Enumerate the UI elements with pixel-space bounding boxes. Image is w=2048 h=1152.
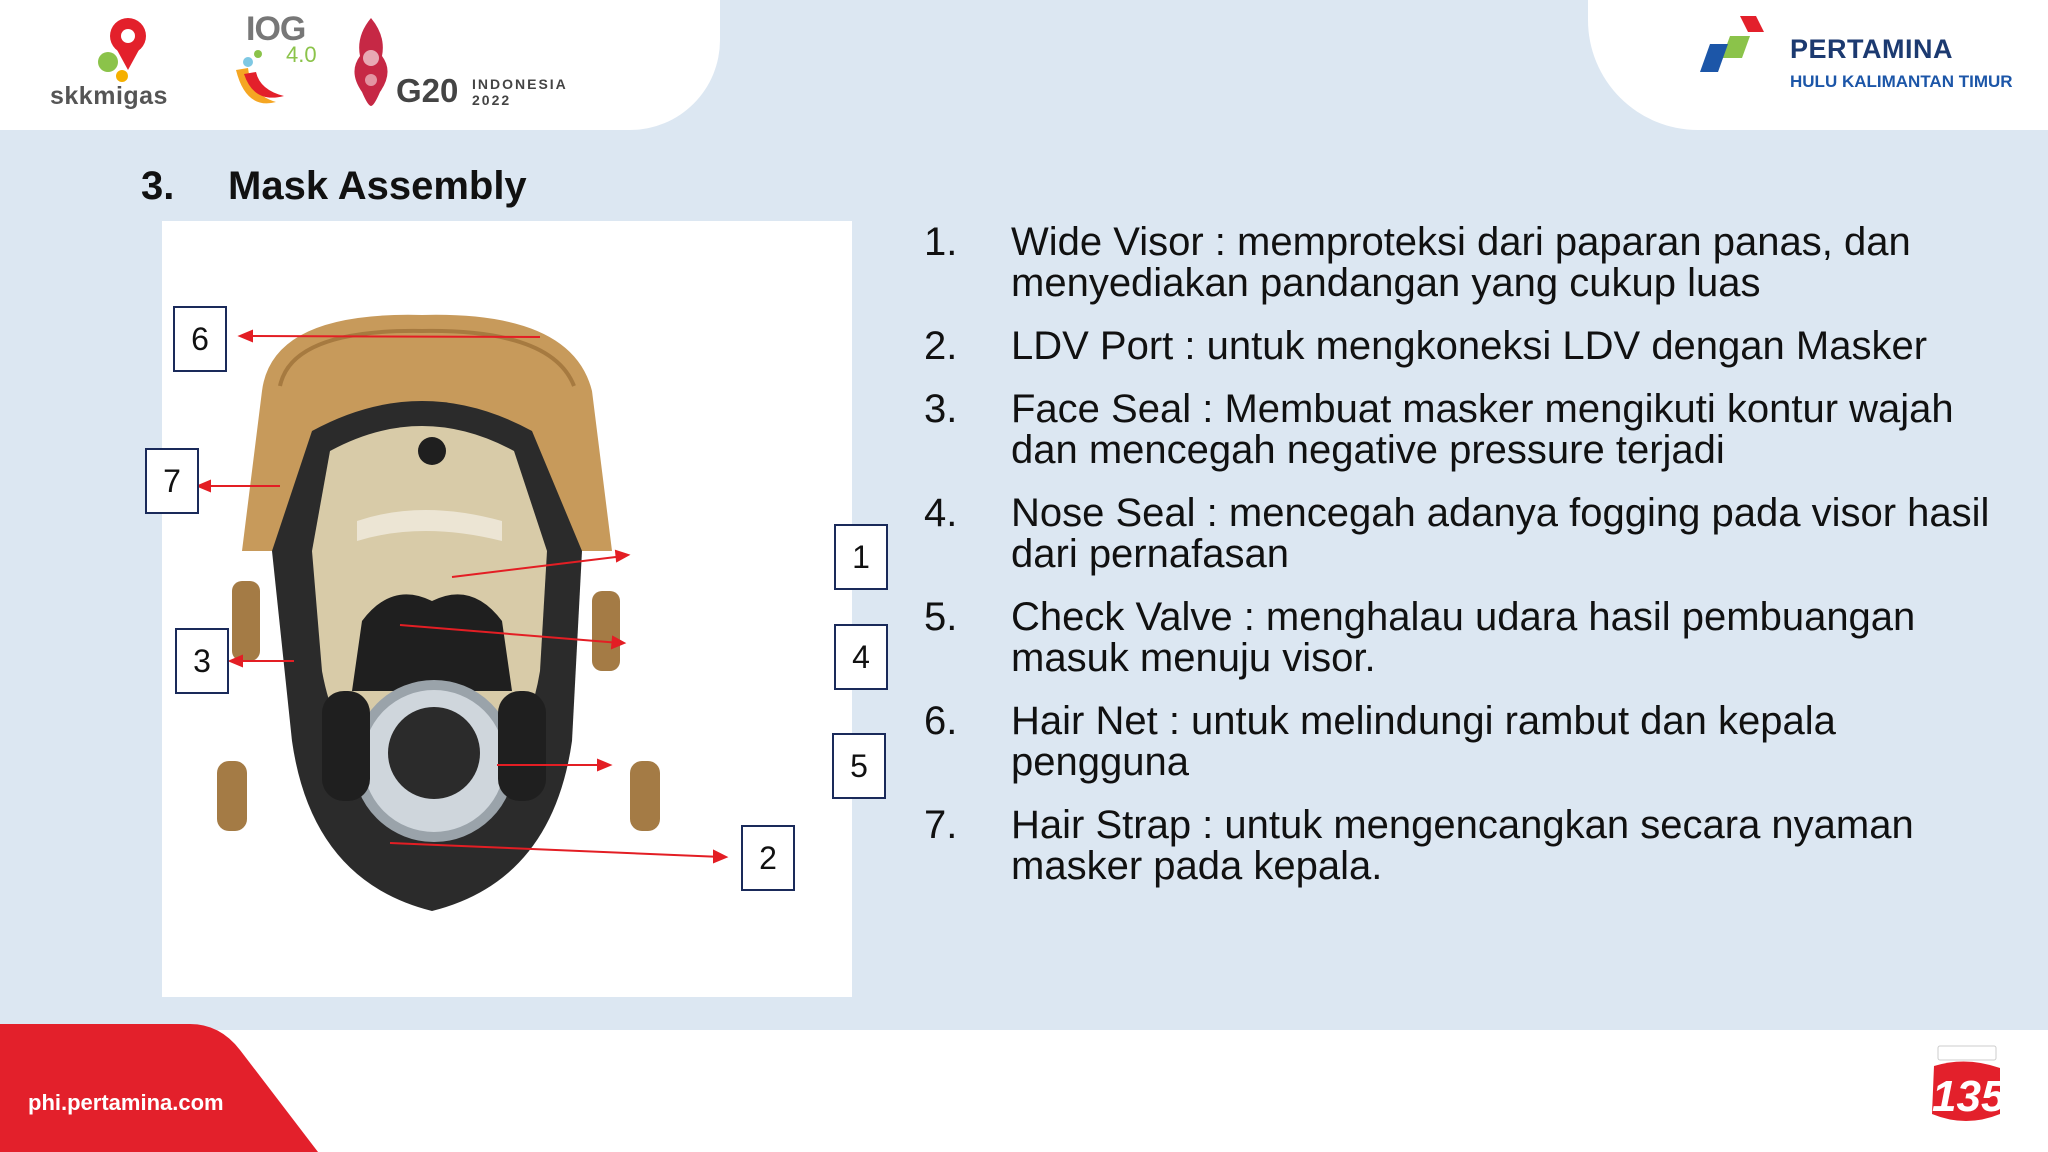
list-item [924, 597, 2024, 679]
pertamina-logo-icon [1700, 14, 1780, 76]
item-text: Check Valve : menghalau udara hasil pembuangan masuk menuju visor. [1011, 595, 1916, 680]
item-number: 6. [924, 699, 958, 743]
item-number: 4. [924, 491, 958, 535]
company-unit: HULU KALIMANTAN TIMUR [1790, 72, 2013, 91]
footer-red-corner [0, 1024, 330, 1152]
callout-3: 3 [175, 628, 229, 694]
item-number: 1. [924, 220, 958, 264]
callout-4: 4 [834, 624, 888, 690]
list-item [924, 222, 2024, 304]
g20-logo-text: G20 [396, 72, 459, 109]
list-item [924, 326, 2024, 367]
g20-batik-icon [346, 16, 396, 108]
item-text: Hair Strap : untuk mengencangkan secara nyaman masker pada kepala. [1011, 803, 1914, 888]
callout-7: 7 [145, 448, 199, 514]
footer-website-link[interactable]: phi.pertamina.com [28, 1090, 224, 1115]
section-number: 3. [141, 164, 175, 208]
iog-version-text: 4.0 [286, 42, 317, 67]
list-item [924, 805, 2024, 887]
section-title: Mask Assembly [228, 164, 527, 208]
callout-6: 6 [173, 306, 227, 372]
list-item [924, 389, 2024, 471]
g20-country-label: INDONESIA [472, 76, 568, 92]
component-description-list [924, 222, 2024, 909]
callout-2: 2 [741, 825, 795, 891]
item-number: 5. [924, 595, 958, 639]
item-text: Nose Seal : mencegah adanya fogging pada visor hasil dari pernafasan [1011, 491, 1990, 576]
item-number: 3. [924, 387, 958, 431]
item-text: Face Seal : Membuat masker mengikuti kontur wajah dan mencegah negative pressure terjadi [1011, 387, 1954, 472]
call-center-number: 135 [1932, 1072, 2006, 1121]
company-name: PERTAMINA [1790, 34, 1953, 64]
skkmigas-logo-text: skkmigas [50, 82, 168, 110]
callout-1: 1 [834, 524, 888, 590]
g20-year-label: 2022 [472, 92, 512, 108]
skkmigas-logo-icon [88, 14, 158, 84]
list-item [924, 701, 2024, 783]
callout-5: 5 [832, 733, 886, 799]
item-text: Hair Net : untuk melindungi rambut dan kepala pengguna [1011, 699, 1836, 784]
header-company-area [1588, 0, 2048, 130]
item-number: 7. [924, 803, 958, 847]
item-text: Wide Visor : memproteksi dari paparan panas, dan menyediakan pandangan yang cukup luas [1011, 220, 1911, 305]
g20-country-text [472, 76, 568, 108]
list-item [924, 493, 2024, 575]
iog-logo-text: IOG [246, 10, 306, 48]
item-text: LDV Port : untuk mengkoneksi LDV dengan Masker [1011, 324, 1928, 368]
item-number: 2. [924, 324, 958, 368]
